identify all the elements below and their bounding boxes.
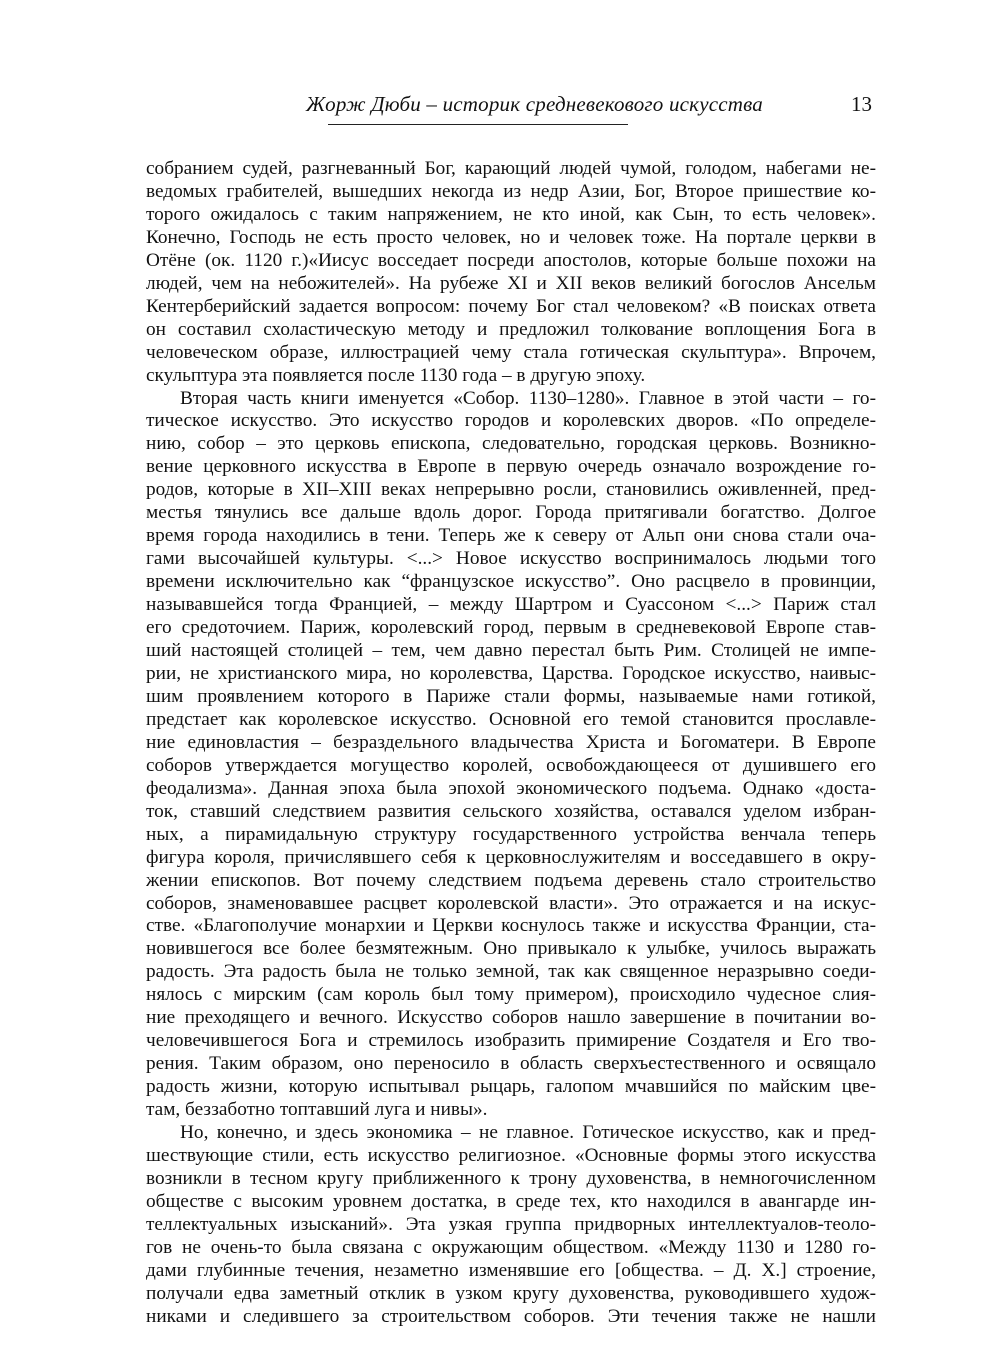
- text-line: Вторая часть книги именуется «Собор. 1130–1280». Главное в этой части – го-: [180, 387, 876, 409]
- text-line: феодализма». Данная эпоха была эпохой экономического подъема. Однако «достa-: [146, 777, 876, 799]
- text-line: гами высочайшей культуры. <...> Новое искусство воспринималось людьми того: [146, 548, 876, 570]
- text-line: новившегося все более безмятежным. Оно привыкало к улыбке, училось выражать: [146, 938, 876, 960]
- text-line: дами глубинные течения, незаметно изменявшие его [общества. – Д. Х.] строение,: [146, 1259, 876, 1281]
- header-underline: [328, 124, 628, 125]
- text-line: скульптура эта появляется после 1130 года – в другую эпоху.: [146, 364, 646, 386]
- text-line: человеческом образе, иллюстрацией чему стала готическая скульптура». Впрочем,: [146, 341, 876, 363]
- text-line: людей, чем на небожителей». На рубеже XI и XII веков великий богослов Ансельм: [146, 272, 876, 294]
- text-line: никами и следившего за строительством соборов. Эти течения также не нашли: [146, 1305, 876, 1327]
- text-line: ние преходящего и вечного. Искусство соборов нашло завершение в почитании во-: [146, 1007, 876, 1029]
- text-line: его средоточием. Париж, королевский город, первым в средневековой Европе став-: [146, 617, 876, 639]
- running-title: Жорж Дюби – историк средневекового искусства: [306, 92, 763, 116]
- text-line: там, беззаботно топтавший луга и нивы».: [146, 1099, 488, 1121]
- text-line: ние единовластия – безраздельного владычества Христа и Богоматери. В Европе: [146, 731, 876, 753]
- text-line: стве. «Благополучие монархии и Церкви коснулось также и искусства Франции, ста-: [146, 915, 876, 937]
- body-text: [146, 158, 876, 1329]
- text-line: получали едва заметный отклик в узком кругу духовенства, руководившего худож-: [146, 1282, 876, 1304]
- paragraph: [146, 388, 876, 1123]
- text-line: ток, ставший следствием развития сельского хозяйства, оставался уделом избран-: [146, 800, 876, 822]
- text-line: человечившегося Бога и стремилось изобразить примирение Создателя и Его тво-: [146, 1030, 876, 1052]
- text-line: Кентерберийский задается вопросом: почему Бог стал человеком? «В поисках ответа: [146, 295, 876, 317]
- text-line: фигура короля, причислявшего себя к церковнослужителям и восседавшего в окру-: [146, 846, 876, 868]
- text-line: рии, не христианского мира, но королевства, Царства. Городское искусство, наивыс-: [146, 662, 876, 684]
- text-line: торого ожидалось с таким напряжением, не кто иной, как Сын, то есть человек».: [146, 203, 876, 225]
- text-line: Конечно, Господь не есть просто человек, но и человек тоже. На портале церкви в: [146, 226, 876, 248]
- text-line: обществе с высоким уровнем достатка, в среде тех, кто находился в авангарде ин-: [146, 1190, 876, 1212]
- text-line: шествующие стили, есть искусство религиозное. «Основные формы этого искусства: [146, 1144, 876, 1166]
- text-line: соборов, знаменовавшее расцвет королевской власти». Это отражается и на искус-: [146, 892, 876, 914]
- text-line: тическое искусство. Это искусство городов и королевских дворов. «По определе-: [146, 410, 876, 432]
- paragraph: [146, 1122, 876, 1329]
- text-line: радость. Эта радость была не только земной, так как священное неразрывно соеди-: [146, 961, 876, 983]
- text-line: нялось с мирским (сам король был тому примером), происходило чудесное слия-: [146, 984, 876, 1006]
- text-line: возникли в тесном кругу приближенного к трону духовенства, в немногочисленном: [146, 1167, 876, 1189]
- text-line: время города находились в тени. Теперь же к северу от Альп они снова стали оча-: [146, 525, 876, 547]
- text-line: Отёне (ок. 1120 г.)«Иисус восседает посреди апостолов, которые больше похожи на: [146, 249, 876, 271]
- text-line: теллектуальных изысканий». Эта узкая группа придворных интеллектуалов-теоло-: [146, 1213, 876, 1235]
- text-line: он составил схоластическую методу и предложил толкование воплощения Бога в: [146, 318, 876, 340]
- text-line: шим проявлением которого в Париже стали формы, называемые нами готикой,: [146, 685, 876, 707]
- text-line: вение церковного искусства в Европе в первую очередь означало возрождение го-: [146, 456, 876, 478]
- text-line: ведомых грабителей, вышедших некогда из недр Азии, Бог, Второе пришествие ко-: [146, 180, 876, 202]
- running-head: [146, 88, 876, 128]
- text-line: называвшейся тогда Францией, – между Шартром и Суассоном <...> Париж стал: [146, 594, 876, 616]
- text-line: времени исключительно как “французское искусство”. Оно расцвело в провинции,: [146, 571, 876, 593]
- text-line: рения. Таким образом, оно переносило в область сверхъестественного и освящало: [146, 1053, 876, 1075]
- text-line: гов не очень-то была связана с окружающим обществом. «Между 1130 и 1280 го-: [146, 1236, 876, 1258]
- text-line: ший настоящей столицей – тем, чем давно перестал быть Рим. Столицей не импе-: [146, 640, 876, 662]
- text-line: жении епископов. Вот почему следствием подъема деревень стало строительство: [146, 869, 876, 891]
- text-line: местья тянулись все дальше вдоль дорог. Города притягивали богатство. Долгое: [146, 502, 876, 524]
- text-line: собранием судей, разгневанный Бог, карающий людей чумой, голодом, набегами не-: [146, 158, 876, 179]
- text-line: нию, собор – это церковь епископа, следовательно, городская церковь. Возникно-: [146, 433, 876, 455]
- text-line: радость жизни, которую испытывал рыцарь, галопом мчавшийся по майским цве-: [146, 1076, 876, 1098]
- text-line: соборов утверждается могущество королей, освобождающееся от душившего его: [146, 754, 876, 776]
- page-number: 13: [851, 92, 872, 116]
- paragraph: [146, 158, 876, 388]
- text-line: ных, а пирамидальную структуру государственного устройства венчала теперь: [146, 823, 876, 845]
- text-line: Но, конечно, и здесь экономика – не главное. Готическое искусство, как и пред-: [180, 1122, 876, 1144]
- text-line: предстает как королевское искусство. Основной его темой становится прославле-: [146, 708, 876, 730]
- text-line: родов, которые в XII–XIII веках непрерывно росли, становились оживленней, пред-: [146, 479, 876, 501]
